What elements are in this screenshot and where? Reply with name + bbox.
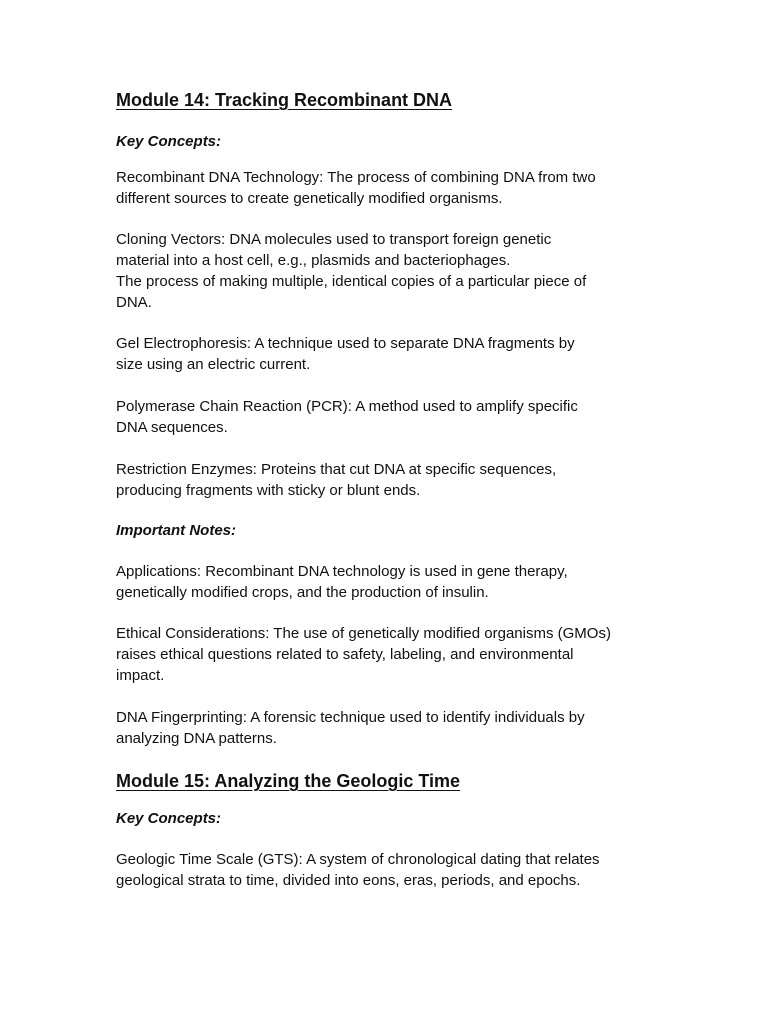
paragraph-line: different sources to create genetically modified organisms. <box>116 190 503 207</box>
dna-fingerprinting-paragraph <box>116 707 676 749</box>
gel-electrophoresis-paragraph <box>116 333 676 375</box>
restriction-enzymes-paragraph <box>116 459 676 501</box>
paragraph-line: DNA sequences. <box>116 419 228 436</box>
paragraph-line: Geologic Time Scale (GTS): A system of chronological dating that relates <box>116 851 600 868</box>
paragraph-line: Recombinant DNA Technology: The process of combining DNA from two <box>116 169 596 186</box>
paragraph-line: Restriction Enzymes: Proteins that cut DNA at specific sequences, <box>116 461 557 478</box>
cloning-vectors-paragraph <box>116 229 676 313</box>
paragraph-line: geological strata to time, divided into eons, eras, periods, and epochs. <box>116 872 581 889</box>
paragraph-line: The process of making multiple, identical copies of a particular piece of <box>116 273 587 290</box>
paragraph-line: raises ethical questions related to safety, labeling, and environmental <box>116 646 574 663</box>
paragraph-line: Applications: Recombinant DNA technology is used in gene therapy, <box>116 563 568 580</box>
applications-paragraph <box>116 561 676 603</box>
paragraph-line: DNA Fingerprinting: A forensic technique used to identify individuals by <box>116 709 585 726</box>
paragraph-line: Gel Electrophoresis: A technique used to separate DNA fragments by <box>116 335 575 352</box>
paragraph-line: genetically modified crops, and the production of insulin. <box>116 584 489 601</box>
important-notes-label: Important Notes: <box>116 522 236 539</box>
paragraph-line: producing fragments with sticky or blunt ends. <box>116 482 421 499</box>
pcr-paragraph <box>116 396 676 438</box>
module-15-title: Module 15: Analyzing the Geologic Time <box>116 771 461 791</box>
paragraph-line: Polymerase Chain Reaction (PCR): A method used to amplify specific <box>116 398 578 415</box>
paragraph-line: analyzing DNA patterns. <box>116 730 277 747</box>
paragraph-line: Cloning Vectors: DNA molecules used to transport foreign genetic <box>116 231 552 248</box>
module-14-key-concepts-label: Key Concepts: <box>116 133 222 150</box>
paragraph-line: DNA. <box>116 294 152 311</box>
paragraph-line: material into a host cell, e.g., plasmids and bacteriophages. <box>116 252 511 269</box>
module-14-title: Module 14: Tracking Recombinant DNA <box>116 90 453 110</box>
paragraph-line: impact. <box>116 667 165 684</box>
paragraph-line: size using an electric current. <box>116 356 311 373</box>
recombinant-dna-paragraph <box>116 167 676 209</box>
module-15-key-concepts-label: Key Concepts: <box>116 810 222 827</box>
geologic-time-scale-paragraph <box>116 849 676 891</box>
ethical-considerations-paragraph <box>116 623 676 686</box>
paragraph-line: Ethical Considerations: The use of genetically modified organisms (GMOs) <box>116 625 611 642</box>
document-page <box>116 88 676 891</box>
